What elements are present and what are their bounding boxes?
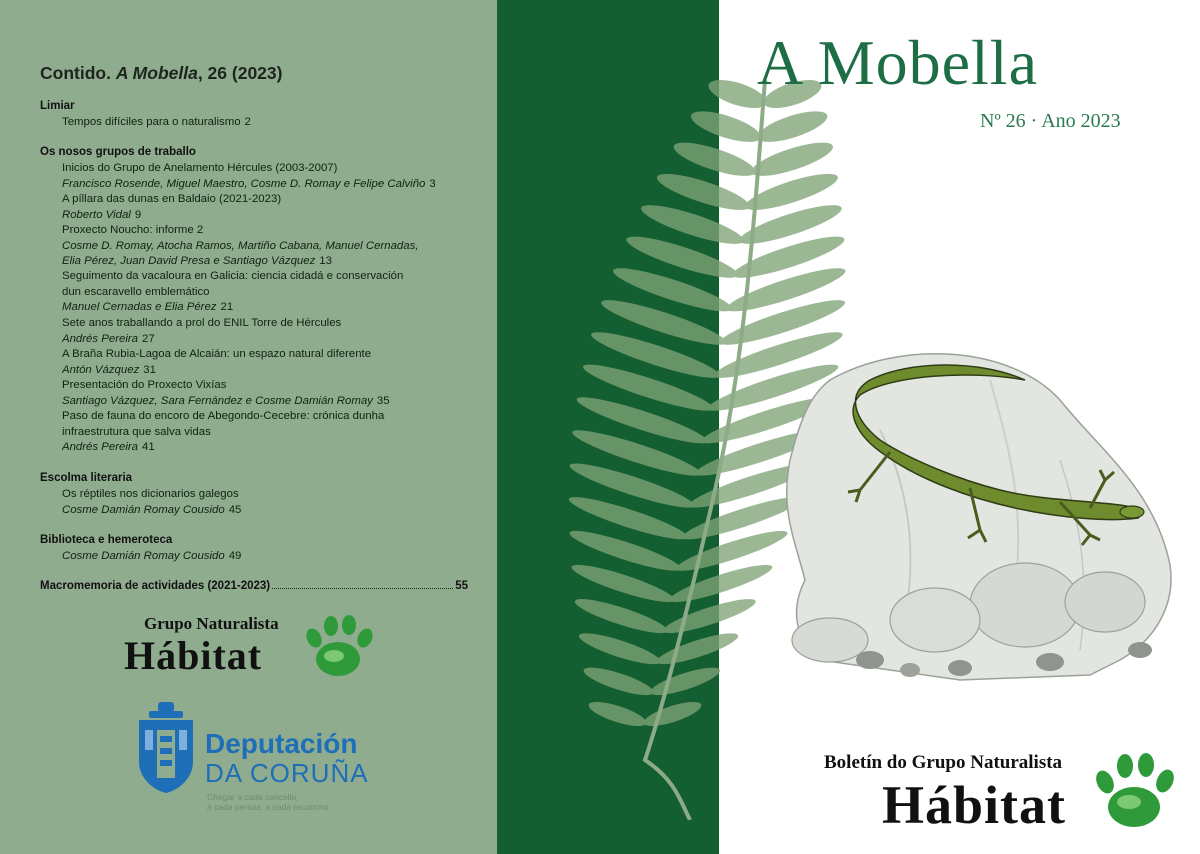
toc-title: Contido. A Mobella, 26 (2023) bbox=[40, 63, 283, 83]
deputacion-name: Deputación bbox=[205, 728, 358, 759]
lizard-on-rock-illustration bbox=[760, 340, 1180, 700]
toc-entry[interactable]: Seguimento da vacaloura en Galicia: ciencia cidadá e conservación dun escaravello emblemático Manuel Cernadas e Elia Pérez 21 bbox=[62, 270, 404, 313]
toc-entry[interactable]: Proxecto Noucho: informe 2 Cosme D. Romay, Atocha Ramos, Martiño Cabana, Manuel Cernadas, Elia Pérez, Juan David Presa e Santiago Vázquez 13 bbox=[62, 224, 419, 267]
section-heading-biblioteca: Biblioteca e hemeroteca bbox=[40, 534, 173, 546]
fern-leaflet bbox=[641, 697, 703, 731]
bulletin-title: Hábitat bbox=[882, 775, 1067, 835]
toc-entry[interactable]: Os réptiles nos dicionarios galegos Cosme Damián Romay Cousido 45 bbox=[62, 488, 242, 516]
fern-leaflet bbox=[586, 697, 648, 731]
toc-entry[interactable]: Presentación do Proxecto Vixías Santiago Vázquez, Sara Fernández e Cosme Damián Romay 35 bbox=[62, 379, 390, 407]
deputacion-shield-icon bbox=[135, 700, 197, 795]
issue-number: Nº 26 · Ano 2023 bbox=[980, 110, 1121, 132]
paw-print-icon bbox=[1094, 752, 1176, 834]
fern-leaflet bbox=[648, 662, 723, 700]
toc-entry[interactable]: A Braña Rubia-Lagoa de Alcaián: un espazo natural diferente Antón Vázquez 31 bbox=[62, 348, 372, 376]
fern-leaflet bbox=[754, 105, 830, 148]
section-heading-grupos: Os nosos grupos de traballo bbox=[40, 146, 196, 158]
toc-entry[interactable]: Cosme Damián Romay Cousido 49 bbox=[62, 550, 242, 562]
logo-subtitle: Grupo Naturalista bbox=[144, 614, 279, 633]
toc-entry[interactable]: A píllara das dunas en Baldaio (2021-2023) Roberto Vidal 9 bbox=[62, 193, 282, 221]
fern-leaflet bbox=[670, 136, 758, 183]
fern-leaflet bbox=[581, 662, 656, 700]
toc-entry[interactable]: Paso de fauna do encoro de Abegondo-Cecebre: crónica dunha infraestrutura que salva vidas Andrés Pereira 41 bbox=[62, 410, 385, 453]
grupo-habitat-logo bbox=[124, 612, 384, 687]
section-heading-limiar: Limiar bbox=[40, 100, 75, 112]
bulletin-subtitle: Boletín do Grupo Naturalista bbox=[824, 752, 1063, 773]
fern-leaflet bbox=[576, 628, 662, 670]
fern-leaflet bbox=[688, 105, 764, 148]
toc-entry[interactable]: Tempos difíciles para o naturalismo 2 bbox=[62, 116, 251, 128]
toc-entry-macromemoria[interactable]: Macromemoria de actividades (2021-2023) 55 bbox=[40, 580, 468, 592]
deputacion-place: DA CORUÑA bbox=[205, 758, 369, 788]
toc-entry[interactable]: Inicios do Grupo de Anelamento Hércules (2003-2007) Francisco Rosende, Miguel Maestro, Cosme D. Romay e Felipe Calviño 3 bbox=[62, 162, 436, 190]
fern-leaflet bbox=[654, 628, 740, 670]
toc-entry[interactable]: Sete anos traballando a prol do ENIL Torre de Hércules Andrés Pereira 27 bbox=[62, 317, 342, 345]
section-heading-escolma: Escolma literaria bbox=[40, 472, 133, 484]
deputacion-tagline: Chegar a cada concello, a cada persoa, a cada recuncho bbox=[207, 792, 329, 812]
paw-print-icon bbox=[304, 614, 374, 682]
magazine-title: A Mobella bbox=[757, 27, 1038, 98]
logo-title: Hábitat bbox=[124, 633, 263, 678]
